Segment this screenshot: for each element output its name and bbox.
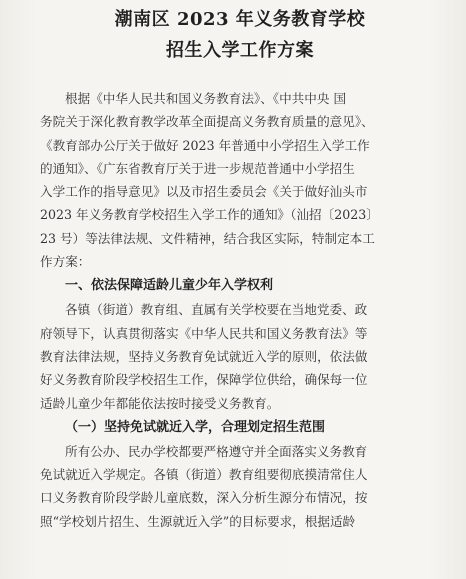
section-1-paragraph — [40, 298, 440, 414]
intro-paragraph — [40, 87, 440, 273]
paragraph-line: 入学工作的指导意见》以及市招生委员会《关于做好汕头市 — [40, 184, 368, 200]
subsection-1-heading: （一）坚持免试就近入学，合理划定招生范围 — [65, 419, 326, 435]
paragraph-line: 的通知》、《广东省教育厅关于进一步规范普通中小学招生 — [40, 160, 355, 176]
subsection-1-paragraph — [40, 440, 440, 533]
paragraph-line: 好义务教育阶段学校招生工作，保障学位供给，确保每一位 — [40, 372, 368, 388]
title-line-2: 招生入学工作方案 — [166, 40, 314, 61]
paragraph-line: 教育法律法规，坚持义务教育免试就近入学的原则，依法做 — [40, 348, 368, 364]
paragraph-line: 《教育部办公厅关于做好 2023 年普通中小学招生入学工作 — [40, 137, 370, 153]
title-line-1: 潮南区 2023 年义务教育学校 — [114, 9, 366, 30]
paragraph-line: 各镇（街道）教育组、直属有关学校要在当地党委、政 — [65, 302, 368, 318]
paragraph-line: 根据《中华人民共和国义务教育法》、《中共中央 国 — [65, 91, 347, 106]
paragraph-line: 务院关于深化教育教学改革全面提高义务教育质量的意见》、 — [40, 114, 374, 130]
paragraph-line: 所有公办、民办学校都要严格遵守并全面落实义务教育 — [65, 443, 368, 459]
section-1-heading: 一、依法保障适龄儿童少年入学权利 — [65, 278, 274, 294]
paragraph-line: 府领导下，认真贯彻落实《中华人民共和国义务教育法》等 — [40, 325, 368, 341]
paragraph-line: 照“学校划片招生、生源就近入学”的目标要求，根据适龄 — [40, 513, 356, 529]
paragraph-line: 口义务教育阶段学龄儿童底数，深入分析生源分布情况，按 — [40, 490, 368, 506]
paragraph-line: 23 号）等法律法规、文件精神，结合我区实际，特制定本工 — [40, 230, 375, 246]
title-spacer — [40, 66, 440, 87]
paragraph-line: 适龄儿童少年都能依法按时接受义务教育。 — [40, 395, 280, 411]
paragraph-line: 作方案： — [40, 254, 91, 270]
paragraph-line: 免试就近入学规定。各镇（街道）教育组要彻底摸清常住人 — [40, 467, 368, 483]
document-title — [40, 4, 440, 66]
paragraph-line: 2023 年义务教育学校招生入学工作的通知》（汕招〔2023〕 — [40, 207, 379, 223]
